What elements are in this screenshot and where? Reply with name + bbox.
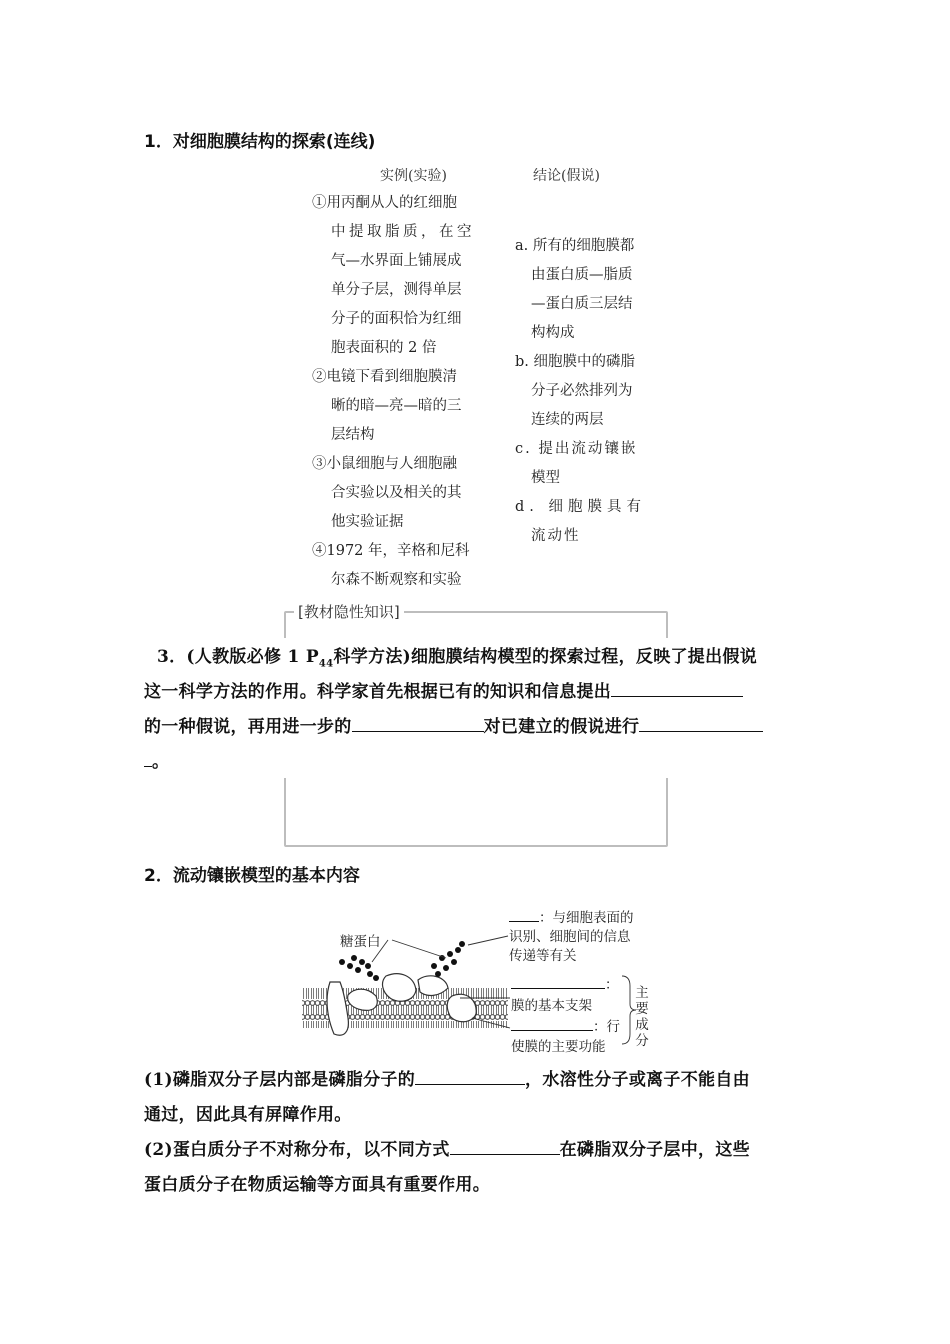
paragraph-2-line1: (2)蛋白质分子不对称分布，以不同方式 在磷脂双分子层中，这些 [144,1133,750,1168]
blank-hypothesis[interactable] [611,678,743,697]
experiment-column-header: 实例(实验) [380,168,447,184]
experiment-3[interactable]: ③小鼠细胞与人细胞融 合实验以及相关的其 他实验证据 [312,456,462,530]
section1-title: 1．对细胞膜结构的探索(连线) [144,132,376,152]
blank-hydrophobic[interactable] [415,1066,525,1085]
experiment-4[interactable]: ④1972 年，辛格和尼科 尔森不断观察和实验 [312,543,470,588]
experiment-2[interactable]: ②电镜下看到细胞膜清 晰的暗—亮—暗的三 层结构 [312,369,462,443]
question-3-line4: 。 [144,745,169,780]
glycoprotein-note: ：与细胞表面的 识别、细胞间的信息 传递等有关 [509,910,634,964]
experiment-list [312,189,487,595]
bilayer-note: ： 膜的基本支架 [511,977,619,1014]
conclusion-column-header: 结论(假说) [533,168,600,184]
hidden-knowledge-label: [教材隐性知识] [294,601,404,622]
experiment-1[interactable]: ①用丙酮从人的红细胞 中提取脂质，在空 气—水界面上铺展成 单分子层，测得单层 分子的面积恰为红细 胞表面积的 2 倍 [312,195,475,356]
blank-revision-cont[interactable] [144,748,152,767]
section2-title: 2．流动镶嵌模型的基本内容 [144,866,360,886]
paragraph-1-line2: 通过，因此具有屏障作用。 [144,1105,352,1125]
main-components-label: 主 要 成 分 [635,985,649,1049]
conclusion-d[interactable]: d. 细胞膜具有 流动性 [515,499,646,544]
blank-observation[interactable] [352,713,484,732]
paragraph-1-line1: (1)磷脂双分子层内部是磷脂分子的 ，水溶性分子或离子不能自由 [144,1063,750,1098]
conclusion-b[interactable]: b. 细胞膜中的磷脂 分子必然排列为 连续的两层 [515,354,635,428]
hidden-knowledge-label-text: 教材隐性知识 [303,603,394,621]
question-3-line3: 的一种假说，再用进一步的 对已建立的假说进行 [144,710,763,745]
blank-protein[interactable] [511,1018,593,1031]
conclusion-a[interactable]: a. 所有的细胞膜都 由蛋白质—脂质 —蛋白质三层结 构构成 [515,238,635,341]
blank-embedding[interactable] [450,1136,560,1155]
blank-bilayer[interactable] [511,976,605,989]
question-3-line1: 3．(人教版必修 1 $P_{44}$科学方法)细胞膜结构模型的探索过程，反映了提出假说 [157,647,757,670]
blank-revision[interactable] [639,713,763,732]
conclusion-list [515,232,675,551]
conclusion-c[interactable]: c. 提出流动镶嵌 模型 [515,441,638,486]
paragraph-2-line2: 蛋白质分子在物质运输等方面具有重要作用。 [144,1175,490,1195]
blank-glycoprotein-function[interactable] [509,908,539,922]
protein-note: ：行 使膜的主要功能 [511,1019,620,1055]
question-3-line2: 这一科学方法的作用。科学家首先根据已有的知识和信息提出 [144,675,743,710]
glycoprotein-label: 糖蛋白 [340,934,381,950]
